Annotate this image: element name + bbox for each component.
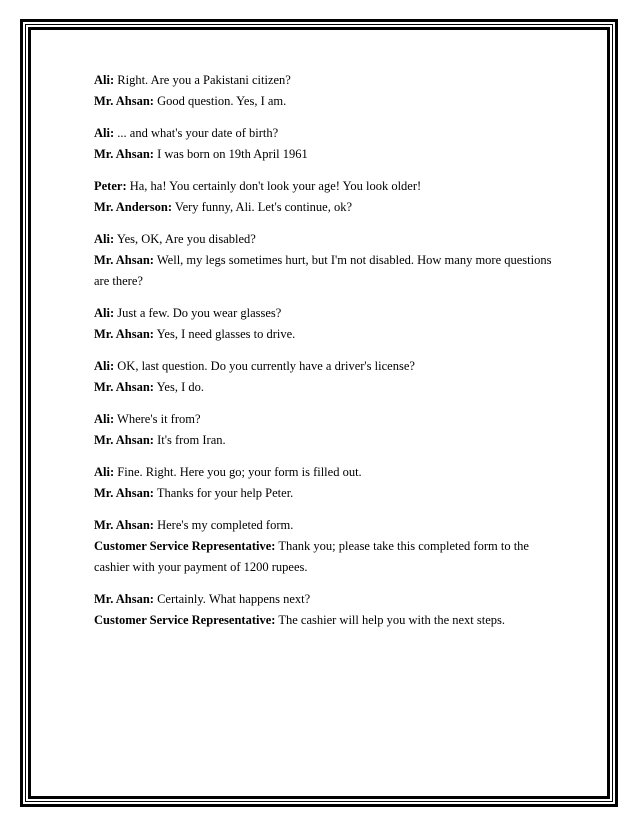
speaker-name: Mr. Ahsan: bbox=[94, 327, 154, 341]
dialogue-line bbox=[94, 70, 564, 91]
dialogue-line bbox=[94, 229, 564, 250]
dialogue-exchange bbox=[94, 356, 564, 398]
dialogue-line bbox=[94, 610, 564, 631]
speaker-name: Mr. Ahsan: bbox=[94, 518, 154, 532]
dialogue-line bbox=[94, 515, 564, 536]
speaker-name: Mr. Anderson: bbox=[94, 200, 173, 214]
dialogue-line bbox=[94, 356, 564, 377]
dialogue-line bbox=[94, 483, 564, 504]
dialogue-line bbox=[94, 144, 564, 165]
spoken-text: Good question. Yes, I am. bbox=[157, 94, 287, 108]
spoken-text: Yes, I do. bbox=[156, 380, 204, 394]
spoken-text: Just a few. Do you wear glasses? bbox=[117, 306, 282, 320]
dialogue-line bbox=[94, 123, 564, 144]
dialogue-line bbox=[94, 589, 564, 610]
speaker-name: Customer Service Representative: bbox=[94, 613, 276, 627]
dialogue-exchange bbox=[94, 176, 564, 218]
spoken-text: OK, last question. Do you currently have a driver's license? bbox=[117, 359, 415, 373]
dialogue-exchange bbox=[94, 515, 564, 578]
spoken-text: Certainly. What happens next? bbox=[157, 592, 311, 606]
dialogue-line bbox=[94, 409, 564, 430]
speaker-name: Ali: bbox=[94, 232, 115, 246]
speaker-name: Mr. Ahsan: bbox=[94, 147, 154, 161]
speaker-name: Mr. Ahsan: bbox=[94, 486, 154, 500]
dialogue-exchange bbox=[94, 409, 564, 451]
spoken-text: Ha, ha! You certainly don't look your age! You look older! bbox=[129, 179, 422, 193]
spoken-text: Thanks for your help Peter. bbox=[156, 486, 294, 500]
speaker-name: Peter: bbox=[94, 179, 127, 193]
spoken-text: Where's it from? bbox=[117, 412, 201, 426]
dialogue-line bbox=[94, 430, 564, 451]
dialogue-line bbox=[94, 197, 564, 218]
dialogue-line bbox=[94, 324, 564, 345]
dialogue-content bbox=[94, 70, 564, 642]
dialogue-exchange bbox=[94, 229, 564, 292]
dialogue-line bbox=[94, 91, 564, 112]
speaker-name: Ali: bbox=[94, 359, 115, 373]
spoken-text: Thank you; please take this completed form to the cashier with your payment of 1200 rupees. bbox=[94, 539, 529, 574]
dialogue-exchange bbox=[94, 589, 564, 631]
spoken-text: ... and what's your date of birth? bbox=[117, 126, 279, 140]
speaker-name: Ali: bbox=[94, 126, 115, 140]
speaker-name: Customer Service Representative: bbox=[94, 539, 276, 553]
speaker-name: Ali: bbox=[94, 73, 115, 87]
dialogue-exchange bbox=[94, 462, 564, 504]
spoken-text: Here's my completed form. bbox=[157, 518, 294, 532]
dialogue-exchange bbox=[94, 70, 564, 112]
spoken-text: Fine. Right. Here you go; your form is filled out. bbox=[117, 465, 362, 479]
speaker-name: Mr. Ahsan: bbox=[94, 380, 154, 394]
spoken-text: It's from Iran. bbox=[157, 433, 226, 447]
speaker-name: Ali: bbox=[94, 465, 115, 479]
speaker-name: Mr. Ahsan: bbox=[94, 433, 154, 447]
dialogue-line bbox=[94, 536, 564, 578]
dialogue-line bbox=[94, 303, 564, 324]
spoken-text: I was born on 19th April 1961 bbox=[157, 147, 308, 161]
dialogue-line bbox=[94, 462, 564, 483]
spoken-text: Very funny, Ali. Let's continue, ok? bbox=[174, 200, 353, 214]
speaker-name: Mr. Ahsan: bbox=[94, 94, 154, 108]
speaker-name: Ali: bbox=[94, 412, 115, 426]
spoken-text: Yes, OK, Are you disabled? bbox=[116, 232, 256, 246]
dialogue-line bbox=[94, 176, 564, 197]
dialogue-exchange bbox=[94, 303, 564, 345]
dialogue-line bbox=[94, 250, 564, 292]
dialogue-line bbox=[94, 377, 564, 398]
speaker-name: Mr. Ahsan: bbox=[94, 253, 154, 267]
spoken-text: Right. Are you a Pakistani citizen? bbox=[117, 73, 291, 87]
spoken-text: The cashier will help you with the next steps. bbox=[278, 613, 506, 627]
dialogue-exchange bbox=[94, 123, 564, 165]
speaker-name: Mr. Ahsan: bbox=[94, 592, 154, 606]
speaker-name: Ali: bbox=[94, 306, 115, 320]
spoken-text: Well, my legs sometimes hurt, but I'm not disabled. How many more questions are there? bbox=[94, 253, 552, 288]
spoken-text: Yes, I need glasses to drive. bbox=[156, 327, 296, 341]
